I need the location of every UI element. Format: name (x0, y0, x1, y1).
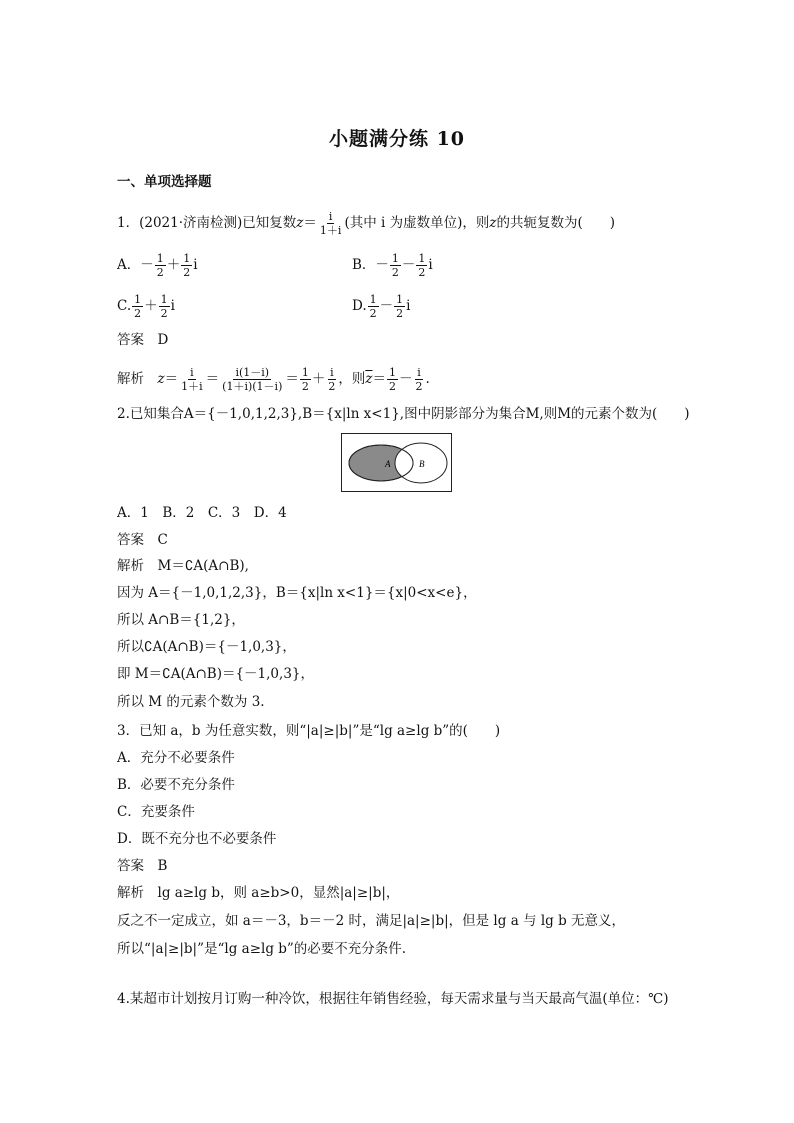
venn-label-a: A (385, 459, 391, 469)
q3-option-a: A．充分不必要条件 (117, 750, 235, 766)
q3-solution-3: 所以“|a|≥|b|”是“lg a≥lg b”的必要不充分条件. (117, 941, 407, 957)
page-title: 小题满分练 10 (328, 128, 466, 150)
q1-answer: 答案 D (117, 332, 169, 348)
venn-diagram (341, 433, 453, 493)
q2-solution-3: 所以 A∩B＝{1,2}， (117, 612, 245, 628)
q2-solution-4: 所以∁A(A∩B)＝{－1,0,3}， (117, 639, 296, 655)
q2-solution-2: 因为 A＝{－1,0,1,2,3}，B＝{x|ln x<1}＝{x|0<x<e}， (117, 585, 477, 601)
q2-solution-6: 所以 M 的元素个数为 3. (117, 694, 265, 710)
q3-option-c: C．充要条件 (117, 804, 195, 820)
q3-answer: 答案 B (117, 858, 168, 874)
q2-stem: 2.已知集合A＝{－1,0,1,2,3},B＝{x|ln x<1},图中阴影部分为集合M,则M的元素个数为( ) (117, 406, 690, 422)
q1-stem-c: 的共轭复数为( ) (496, 215, 616, 231)
q2-options: A．1 B．2 C．3 D．4 (117, 505, 287, 521)
q2-solution-1: 解析 M＝∁A(A∩B), (117, 558, 249, 574)
q1-fraction: $\frac{i}{1+i}$ (319, 210, 342, 237)
q1-option-d: D. $\frac{1}{2}$ － $\frac{1}{2}$ i (352, 293, 411, 320)
q1-option-a: A．－ $\frac{1}{2}$ ＋ $\frac{1}{2}$ i (117, 252, 198, 279)
q1-z2: z (489, 215, 497, 231)
q4-stem: 4.某超市计划按月订购一种冷饮，根据往年销售经验，每天需求量与当天最高气温(单位：℃) (117, 991, 669, 1007)
q1-z: z (296, 215, 304, 231)
q1-eq: ＝ (303, 215, 317, 231)
q1-stem-b: (其中 i 为虚数单位)，则 (344, 215, 490, 231)
venn-label-b: B (419, 459, 425, 469)
q1-stem (117, 210, 615, 237)
q1-option-c: C. $\frac{1}{2}$ ＋ $\frac{1}{2}$ i (117, 293, 175, 320)
q1-solution: 解析 z＝ $\frac{i}{1+i}$ ＝ $\frac{i(1-i)}{(1+i)(1-i)}$ ＝ $\frac{1}{2}$ ＋ $\frac{i}{2}$ ，则$\overline{z}=$ $\frac{1}{2}$ － $\frac{i}{2}$ . (117, 366, 430, 393)
q2-solution-5: 即 M＝∁A(A∩B)＝{－1,0,3}， (117, 666, 314, 682)
q1-stem-a: 1．(2021·济南检测)已知复数 (117, 215, 297, 231)
q1-option-b: B．－ $\frac{1}{2}$ － $\frac{1}{2}$ i (352, 252, 433, 279)
q2-answer: 答案 C (117, 532, 168, 548)
section-heading: 一、单项选择题 (117, 174, 212, 190)
q3-option-b: B．必要不充分条件 (117, 777, 235, 793)
q3-solution-2: 反之不一定成立，如 a＝－3，b＝－2 时，满足|a|≥|b|，但是 lg a 与 lg b 无意义， (117, 913, 626, 929)
q3-stem: 3．已知 a，b 为任意实数，则“|a|≥|b|”是“lg a≥lg b”的( ) (117, 723, 501, 739)
q3-solution-1: 解析 lg a≥lg b，则 a≥b>0，显然|a|≥|b|， (117, 885, 400, 901)
q3-option-d: D．既不充分也不必要条件 (117, 831, 277, 847)
